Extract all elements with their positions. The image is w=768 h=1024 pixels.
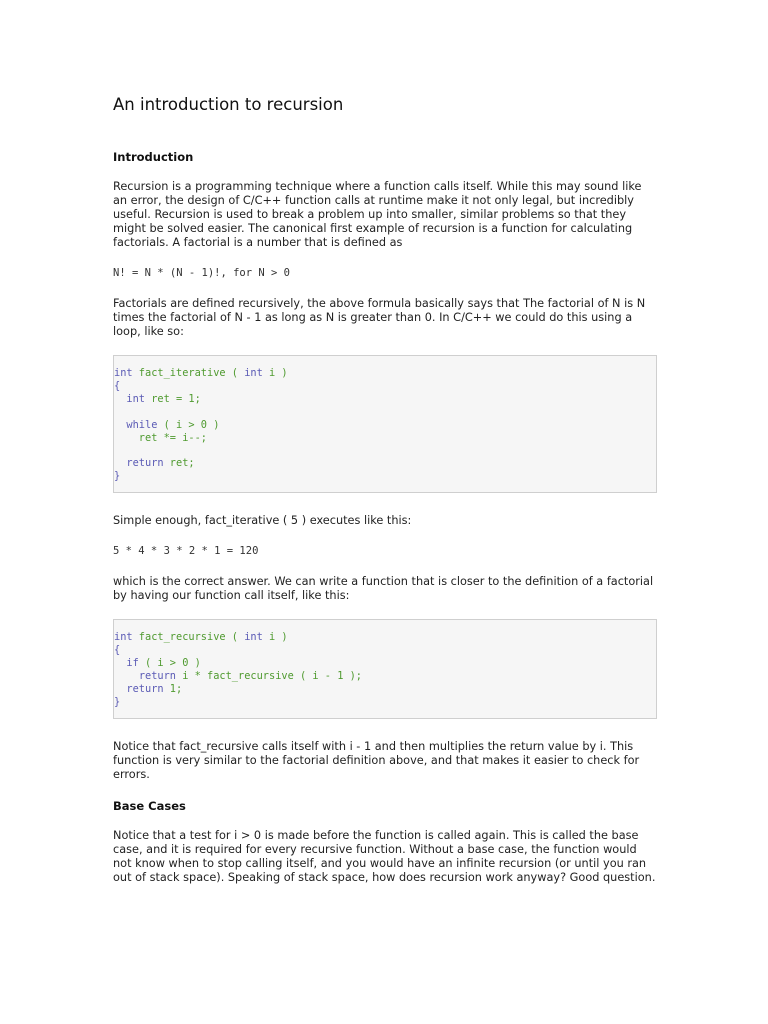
code-line: return ret;: [126, 457, 195, 470]
code-line: }: [114, 470, 121, 483]
base-cases-paragraph: Notice that a test for i > 0 is made before the function is called again. This is called the base case, and it is required for every recursive function. Without a base case, the function would not know when to stop calling itself, and you would have an infinite recursion (or until you ran out of stack space). Speaking of stack space, how does recursion work anyway? Good question.: [113, 828, 656, 884]
intro-paragraph: Recursion is a programming technique where a function calls itself. While this may sound like an error, the design of C/C++ function calls at runtime make it not only legal, but incredibly useful. Recursion is used to break a problem up into smaller, similar problems so that they might be solved easier. The canonical first example of recursion is a function for calculating factorials. A factorial is a number that is defined as: [113, 180, 642, 249]
section-heading-introduction: Introduction: [113, 150, 194, 164]
code-line: {: [114, 379, 121, 392]
document: [113, 94, 658, 901]
code-line: if ( i > 0 ): [126, 656, 201, 669]
page-title: An introduction to recursion: [113, 95, 344, 114]
code-line: int ret = 1;: [126, 392, 201, 405]
factorial-explanation-paragraph: Factorials are defined recursively, the above formula basically says that The factorial of N is N times the factorial of N - 1 as long as N is greater than 0. In C/C++ we could do this using a loop, like so:: [113, 297, 646, 338]
recursive-intro-paragraph: which is the correct answer. We can write a function that is closer to the definition of a factorial by having our function call itself, like this:: [113, 575, 654, 603]
code-line: return i * fact_recursive ( i - 1 );: [138, 669, 362, 682]
factorial-formula: N! = N * (N - 1)!, for N > 0: [113, 267, 291, 279]
code-line: return 1;: [126, 682, 183, 695]
code-line: }: [114, 695, 121, 708]
code-block-recursive: [113, 619, 657, 718]
code-line: {: [114, 644, 121, 657]
section-heading-base-cases: Base Cases: [113, 798, 186, 813]
code-line: ret *= i--;: [114, 431, 207, 444]
iterative-execution-paragraph: Simple enough, fact_iterative ( 5 ) executes like this:: [113, 514, 412, 528]
recursive-explanation-paragraph: Notice that fact_recursive calls itself with i - 1 and then multiplies the return value by i. This function is very similar to the factorial definition above, and that makes it easier to check for errors.: [113, 739, 640, 781]
factorial-evaluation: 5 * 4 * 3 * 2 * 1 = 120: [113, 545, 259, 558]
code-line: int fact_recursive ( int i ): [114, 631, 288, 644]
code-block-iterative: [113, 355, 657, 493]
code-line: int fact_iterative ( int i ): [114, 367, 288, 379]
code-line: while ( i > 0 ): [126, 418, 220, 431]
